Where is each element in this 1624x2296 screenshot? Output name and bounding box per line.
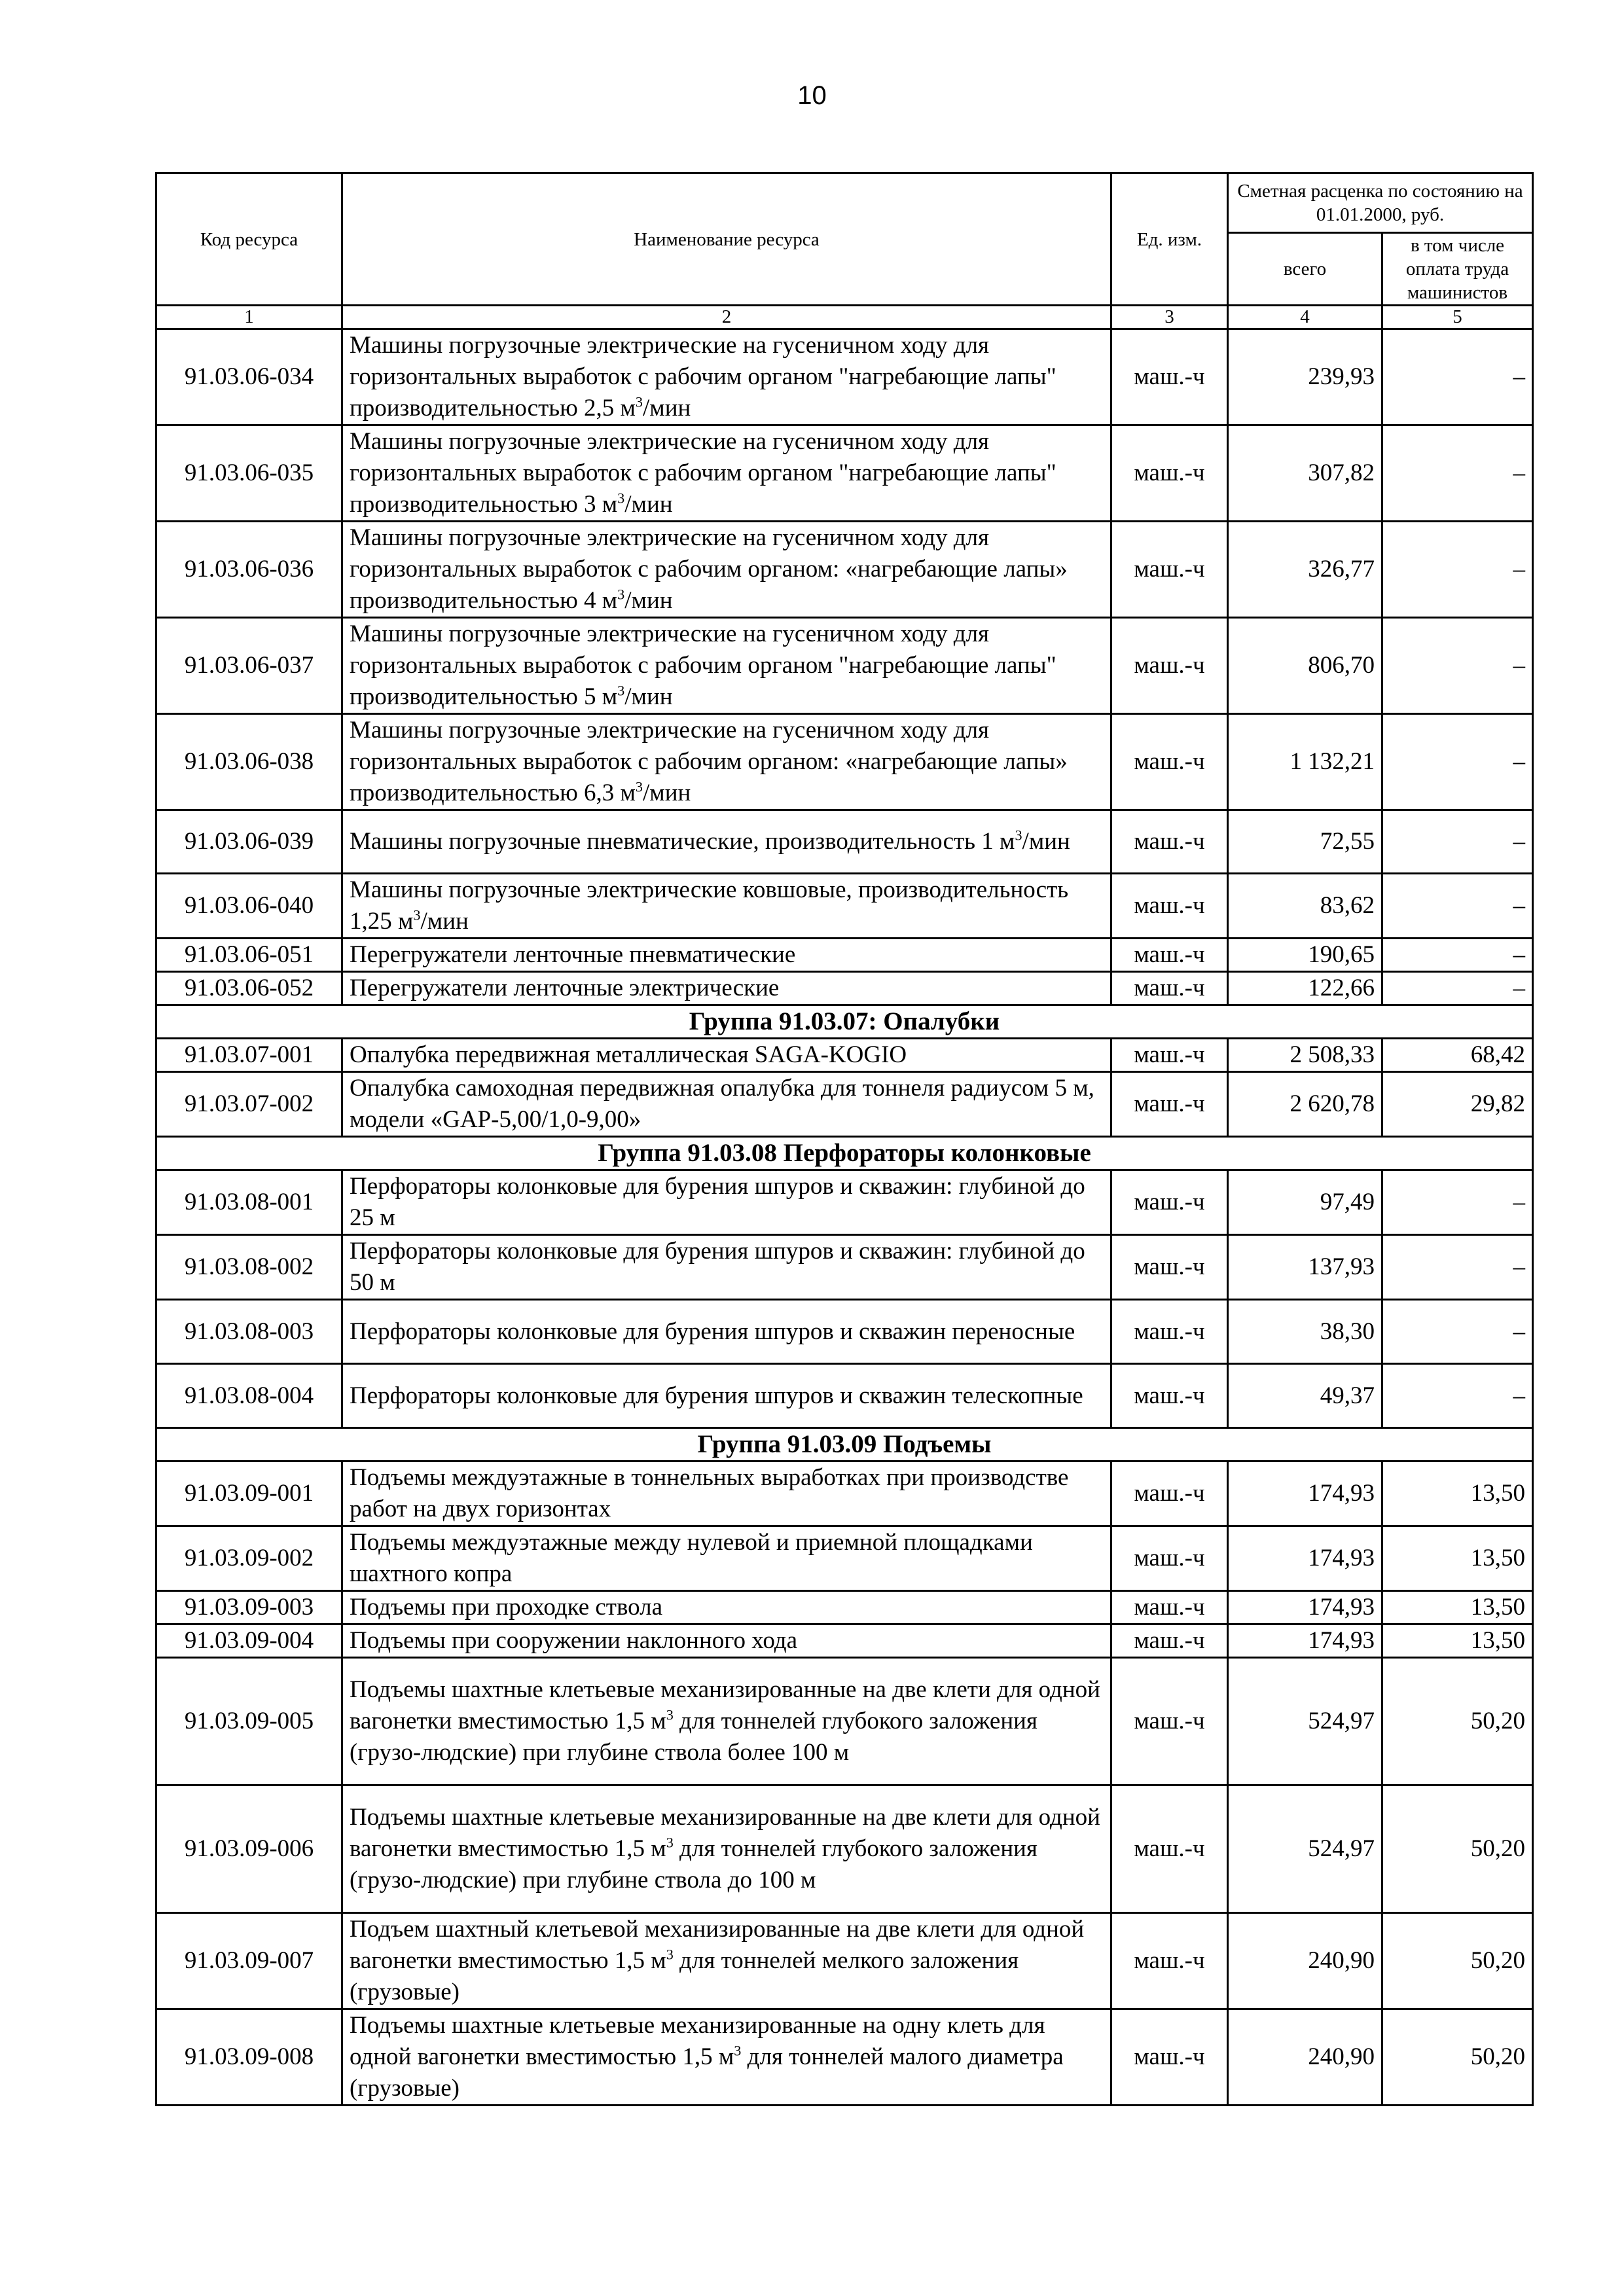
resource-name: Опалубка самоходная передвижная опалубка для тоннеля радиусом 5 м, модели «GAP-5,00/1,0-9,00» [342, 1072, 1111, 1137]
price-wage: 68,42 [1382, 1039, 1533, 1072]
resource-code: 91.03.09-002 [156, 1526, 342, 1591]
price-wage: – [1382, 972, 1533, 1005]
header-code: Код ресурса [156, 173, 342, 306]
page-number: 10 [797, 81, 827, 110]
price-total: 2 620,78 [1228, 1072, 1382, 1137]
price-total: 239,93 [1228, 329, 1382, 425]
column-number: 3 [1111, 306, 1228, 329]
resource-code: 91.03.09-008 [156, 2009, 342, 2106]
group-title: Группа 91.03.08 Перфораторы колонковые [156, 1137, 1533, 1170]
price-wage: – [1382, 1235, 1533, 1300]
resource-code: 91.03.06-034 [156, 329, 342, 425]
table-row [156, 1658, 1533, 1785]
price-total: 240,90 [1228, 1913, 1382, 2009]
table-row [156, 329, 1533, 425]
price-total: 38,30 [1228, 1300, 1382, 1364]
table-body [156, 329, 1533, 2106]
resource-name: Перегружатели ленточные электрические [342, 972, 1111, 1005]
resource-code: 91.03.06-037 [156, 618, 342, 714]
price-wage: 13,50 [1382, 1591, 1533, 1624]
column-number: 2 [342, 306, 1111, 329]
resource-unit: маш.-ч [1111, 522, 1228, 618]
resource-unit: маш.-ч [1111, 2009, 1228, 2106]
resource-code: 91.03.07-002 [156, 1072, 342, 1137]
resource-unit: маш.-ч [1111, 1039, 1228, 1072]
price-total: 174,93 [1228, 1591, 1382, 1624]
resource-unit: маш.-ч [1111, 1364, 1228, 1428]
resource-name: Подъем шахтный клетьевой механизированные на две клети для одной вагонетки вместимостью 1,5 $м^3$ для тоннелей мелкого заложения (грузовые) [342, 1913, 1111, 2009]
price-wage: – [1382, 522, 1533, 618]
resource-name: Машины погрузочные электрические на гусеничном ходу для горизонтальных выработок с рабочим органом: «нагребающие лапы» производительностью 6,3 $м^3$/мин [342, 714, 1111, 810]
group-title: Группа 91.03.09 Подъемы [156, 1428, 1533, 1462]
resource-unit: маш.-ч [1111, 329, 1228, 425]
resource-name: Подъемы при проходке ствола [342, 1591, 1111, 1624]
resource-name: Подъемы при сооружении наклонного хода [342, 1624, 1111, 1658]
header-wage: в том числе оплата труда машинистов [1382, 233, 1533, 306]
price-wage: 13,50 [1382, 1526, 1533, 1591]
resource-code: 91.03.06-052 [156, 972, 342, 1005]
table-row [156, 1072, 1533, 1137]
resource-table [155, 172, 1534, 2106]
resource-name: Перфораторы колонковые для бурения шпуров и скважин: глубиной до 25 м [342, 1170, 1111, 1235]
price-wage: – [1382, 939, 1533, 972]
resource-code: 91.03.06-035 [156, 425, 342, 522]
price-total: 174,93 [1228, 1526, 1382, 1591]
price-wage: – [1382, 810, 1533, 874]
price-wage: – [1382, 714, 1533, 810]
resource-unit: маш.-ч [1111, 1591, 1228, 1624]
resource-name: Подъемы шахтные клетьевые механизированные на две клети для одной вагонетки вместимостью 1,5 $м^3$ для тоннелей глубокого заложения (грузо-людские) при глубине ствола более 100 м [342, 1658, 1111, 1785]
table-header [156, 173, 1533, 329]
resource-unit: маш.-ч [1111, 1658, 1228, 1785]
resource-name: Подъемы междуэтажные между нулевой и приемной площадками шахтного копра [342, 1526, 1111, 1591]
header-total: всего [1228, 233, 1382, 306]
price-wage: 50,20 [1382, 1913, 1533, 2009]
resource-unit: маш.-ч [1111, 972, 1228, 1005]
price-total: 137,93 [1228, 1235, 1382, 1300]
resource-unit: маш.-ч [1111, 618, 1228, 714]
resource-unit: маш.-ч [1111, 1526, 1228, 1591]
resource-code: 91.03.08-004 [156, 1364, 342, 1428]
resource-unit: маш.-ч [1111, 1913, 1228, 2009]
resource-name: Перфораторы колонковые для бурения шпуров и скважин: глубиной до 50 м [342, 1235, 1111, 1300]
price-total: 190,65 [1228, 939, 1382, 972]
resource-unit: маш.-ч [1111, 1170, 1228, 1235]
resource-code: 91.03.06-039 [156, 810, 342, 874]
resource-name: Опалубка передвижная металлическая SAGA-KOGIO [342, 1039, 1111, 1072]
group-title: Группа 91.03.07: Опалубки [156, 1005, 1533, 1039]
price-wage: – [1382, 618, 1533, 714]
table-row [156, 1039, 1533, 1072]
resource-name: Машины погрузочные электрические на гусеничном ходу для горизонтальных выработок с рабочим органом: «нагребающие лапы» производительностью 4 $м^3$/мин [342, 522, 1111, 618]
resource-code: 91.03.06-038 [156, 714, 342, 810]
header-price-group: Сметная расценка по состоянию на 01.01.2000, руб. [1228, 173, 1533, 233]
resource-unit: маш.-ч [1111, 1462, 1228, 1526]
table-row [156, 874, 1533, 939]
price-total: 1 132,21 [1228, 714, 1382, 810]
table-row [156, 972, 1533, 1005]
resource-name: Подъемы междуэтажные в тоннельных выработках при производстве работ на двух горизонтах [342, 1462, 1111, 1526]
price-total: 174,93 [1228, 1624, 1382, 1658]
price-total: 524,97 [1228, 1785, 1382, 1913]
resource-code: 91.03.08-001 [156, 1170, 342, 1235]
resource-unit: маш.-ч [1111, 874, 1228, 939]
column-number: 4 [1228, 306, 1382, 329]
resource-unit: маш.-ч [1111, 1785, 1228, 1913]
resource-name: Машины погрузочные электрические на гусеничном ходу для горизонтальных выработок с рабочим органом "нагребающие лапы" производительностью 3 $м^3$/мин [342, 425, 1111, 522]
table-row [156, 1624, 1533, 1658]
table-row [156, 1364, 1533, 1428]
table-row [156, 939, 1533, 972]
resource-name: Перфораторы колонковые для бурения шпуров и скважин переносные [342, 1300, 1111, 1364]
price-wage: – [1382, 329, 1533, 425]
resource-unit: маш.-ч [1111, 1300, 1228, 1364]
table-row [156, 1785, 1533, 1913]
price-total: 122,66 [1228, 972, 1382, 1005]
table-row [156, 810, 1533, 874]
resource-name: Подъемы шахтные клетьевые механизированные на две клети для одной вагонетки вместимостью 1,5 $м^3$ для тоннелей глубокого заложения (грузо-людские) при глубине ствола до 100 м [342, 1785, 1111, 1913]
price-wage: – [1382, 1364, 1533, 1428]
price-wage: – [1382, 1170, 1533, 1235]
resource-name: Машины погрузочные электрические на гусеничном ходу для горизонтальных выработок с рабочим органом "нагребающие лапы" производительностью 2,5 $м^3$/мин [342, 329, 1111, 425]
resource-code: 91.03.09-007 [156, 1913, 342, 2009]
column-number: 5 [1382, 306, 1533, 329]
resource-name: Машины погрузочные пневматические, производительность 1 $м^3$/мин [342, 810, 1111, 874]
table-row [156, 2009, 1533, 2106]
resource-code: 91.03.09-006 [156, 1785, 342, 1913]
price-total: 72,55 [1228, 810, 1382, 874]
group-row [156, 1428, 1533, 1462]
resource-code: 91.03.06-036 [156, 522, 342, 618]
price-total: 2 508,33 [1228, 1039, 1382, 1072]
price-wage: – [1382, 1300, 1533, 1364]
resource-unit: маш.-ч [1111, 1624, 1228, 1658]
table-row [156, 1526, 1533, 1591]
column-number: 1 [156, 306, 342, 329]
price-total: 524,97 [1228, 1658, 1382, 1785]
table-row [156, 1462, 1533, 1526]
resource-unit: маш.-ч [1111, 1072, 1228, 1137]
table-row [156, 1300, 1533, 1364]
resource-code: 91.03.08-003 [156, 1300, 342, 1364]
resource-name: Машины погрузочные электрические ковшовые, производительность 1,25 $м^3$/мин [342, 874, 1111, 939]
price-wage: 50,20 [1382, 1658, 1533, 1785]
price-total: 83,62 [1228, 874, 1382, 939]
table-row [156, 425, 1533, 522]
price-total: 97,49 [1228, 1170, 1382, 1235]
table-row [156, 714, 1533, 810]
table-row [156, 522, 1533, 618]
table-row [156, 1235, 1533, 1300]
resource-unit: маш.-ч [1111, 810, 1228, 874]
price-total: 174,93 [1228, 1462, 1382, 1526]
group-row [156, 1005, 1533, 1039]
price-total: 49,37 [1228, 1364, 1382, 1428]
resource-code: 91.03.07-001 [156, 1039, 342, 1072]
price-wage: 29,82 [1382, 1072, 1533, 1137]
resource-code: 91.03.06-051 [156, 939, 342, 972]
price-total: 240,90 [1228, 2009, 1382, 2106]
table-row [156, 1170, 1533, 1235]
price-total: 307,82 [1228, 425, 1382, 522]
table-row [156, 618, 1533, 714]
price-total: 326,77 [1228, 522, 1382, 618]
price-total: 806,70 [1228, 618, 1382, 714]
price-wage: 13,50 [1382, 1462, 1533, 1526]
resource-code: 91.03.08-002 [156, 1235, 342, 1300]
resource-code: 91.03.09-001 [156, 1462, 342, 1526]
resource-code: 91.03.06-040 [156, 874, 342, 939]
resource-name: Перфораторы колонковые для бурения шпуров и скважин телескопные [342, 1364, 1111, 1428]
resource-unit: маш.-ч [1111, 714, 1228, 810]
resource-name: Подъемы шахтные клетьевые механизированные на одну клеть для одной вагонетки вместимостью 1,5 $м^3$ для тоннелей малого диаметра (грузовые) [342, 2009, 1111, 2106]
price-wage: 13,50 [1382, 1624, 1533, 1658]
header-name: Наименование ресурса [342, 173, 1111, 306]
resource-unit: маш.-ч [1111, 425, 1228, 522]
resource-unit: маш.-ч [1111, 939, 1228, 972]
resource-name: Перегружатели ленточные пневматические [342, 939, 1111, 972]
resource-code: 91.03.09-004 [156, 1624, 342, 1658]
header-unit: Ед. изм. [1111, 173, 1228, 306]
table-row [156, 1913, 1533, 2009]
group-row [156, 1137, 1533, 1170]
price-wage: 50,20 [1382, 1785, 1533, 1913]
resource-code: 91.03.09-003 [156, 1591, 342, 1624]
price-wage: 50,20 [1382, 2009, 1533, 2106]
price-wage: – [1382, 425, 1533, 522]
resource-name: Машины погрузочные электрические на гусеничном ходу для горизонтальных выработок с рабочим органом "нагребающие лапы" производительностью 5 $м^3$/мин [342, 618, 1111, 714]
price-wage: – [1382, 874, 1533, 939]
table-row [156, 1591, 1533, 1624]
resource-code: 91.03.09-005 [156, 1658, 342, 1785]
resource-unit: маш.-ч [1111, 1235, 1228, 1300]
